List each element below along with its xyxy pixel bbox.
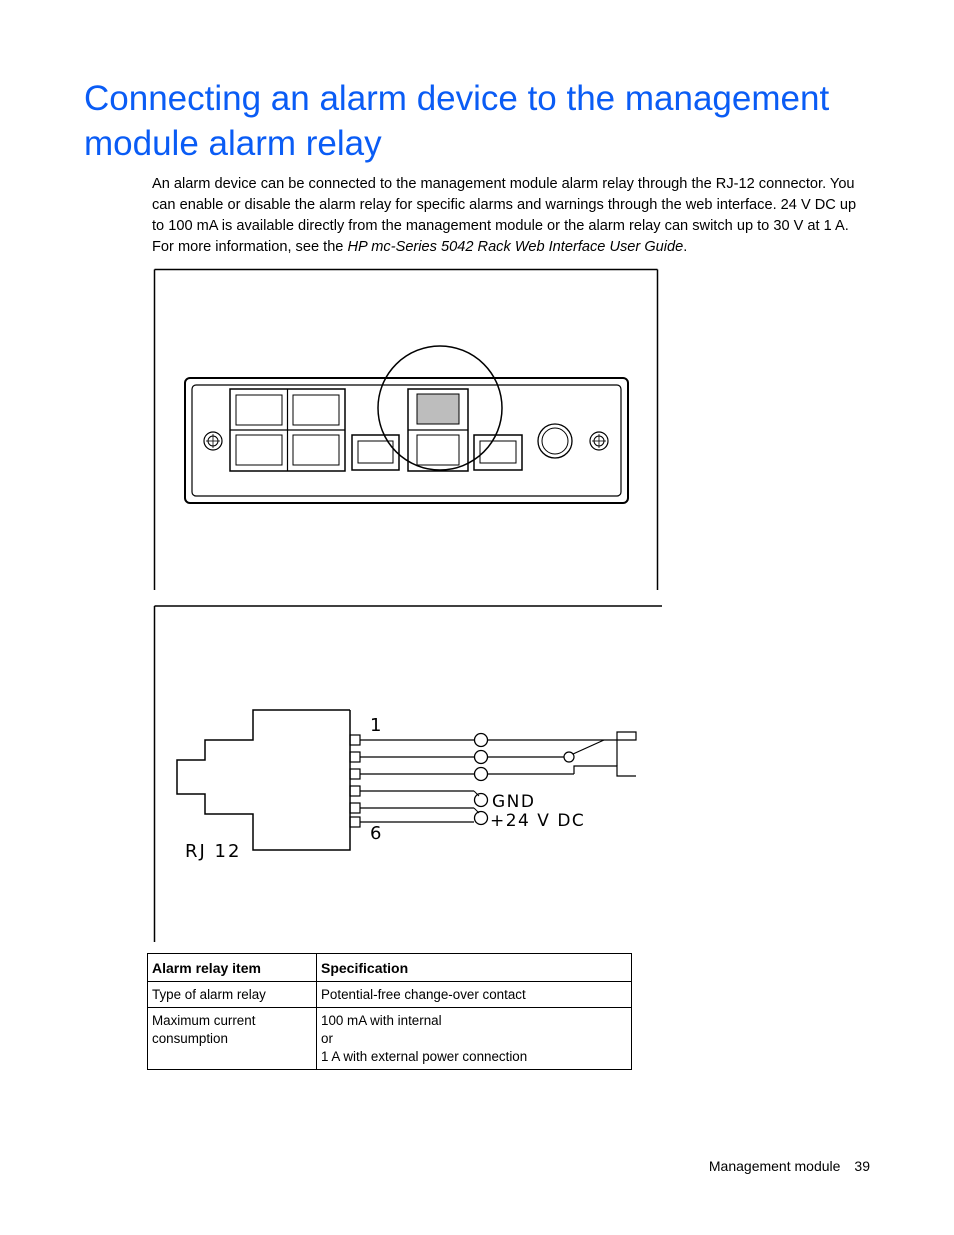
spec-line: Potential-free change-over contact: [321, 987, 526, 1002]
table-row: [148, 982, 632, 1008]
row-spec: [317, 982, 632, 1008]
page-heading: [84, 76, 884, 166]
table-header-row: [148, 954, 632, 982]
gnd-label: GND: [492, 792, 536, 812]
pin-6-label: 6: [370, 823, 382, 844]
rj12-label: RJ 12: [185, 841, 242, 862]
page-number: 39: [854, 1158, 870, 1174]
pin-1-label: 1: [370, 715, 382, 736]
footer-section: Management module: [708, 1158, 841, 1174]
dc-label: +24 V DC: [490, 811, 586, 831]
guide-title: HP mc-Series 5042 Rack Web Interface User Guide: [347, 239, 684, 255]
spec-line: or: [321, 1031, 333, 1046]
rj12-wiring-diagram: [152, 604, 664, 944]
heading-line-1: Connecting an alarm device to the management: [84, 79, 830, 118]
spec-line: 100 mA with internal: [321, 1013, 442, 1028]
heading-line-2: module alarm relay: [84, 124, 382, 163]
row-spec: [317, 1008, 632, 1070]
spec-line: 1 A with external power connection: [321, 1049, 528, 1064]
page-footer: [709, 1158, 870, 1174]
intro-text: An alarm device can be connected to the management module alarm relay through the RJ-12 connector. You can enable or disable the alarm relay for specific alarms and warnings through the web interface. 24 V DC up to 100 mA is available directly from the management module or the alarm relay can switch up to 30 V at 1 A. For more information, see the: [152, 176, 857, 255]
row-item: Type of alarm relay: [148, 982, 317, 1008]
col-header-spec: Specification: [317, 954, 632, 982]
intro-end: .: [683, 239, 688, 255]
intro-paragraph: [152, 174, 872, 258]
alarm-relay-spec-table: [147, 953, 632, 1070]
table-row: [148, 1008, 632, 1070]
screw-icon-right: [590, 432, 608, 450]
col-header-item: Alarm relay item: [148, 954, 317, 982]
module-panel-figure: [152, 268, 662, 593]
row-item: Maximum current consumption: [148, 1008, 317, 1070]
screw-icon-left: [204, 432, 222, 450]
